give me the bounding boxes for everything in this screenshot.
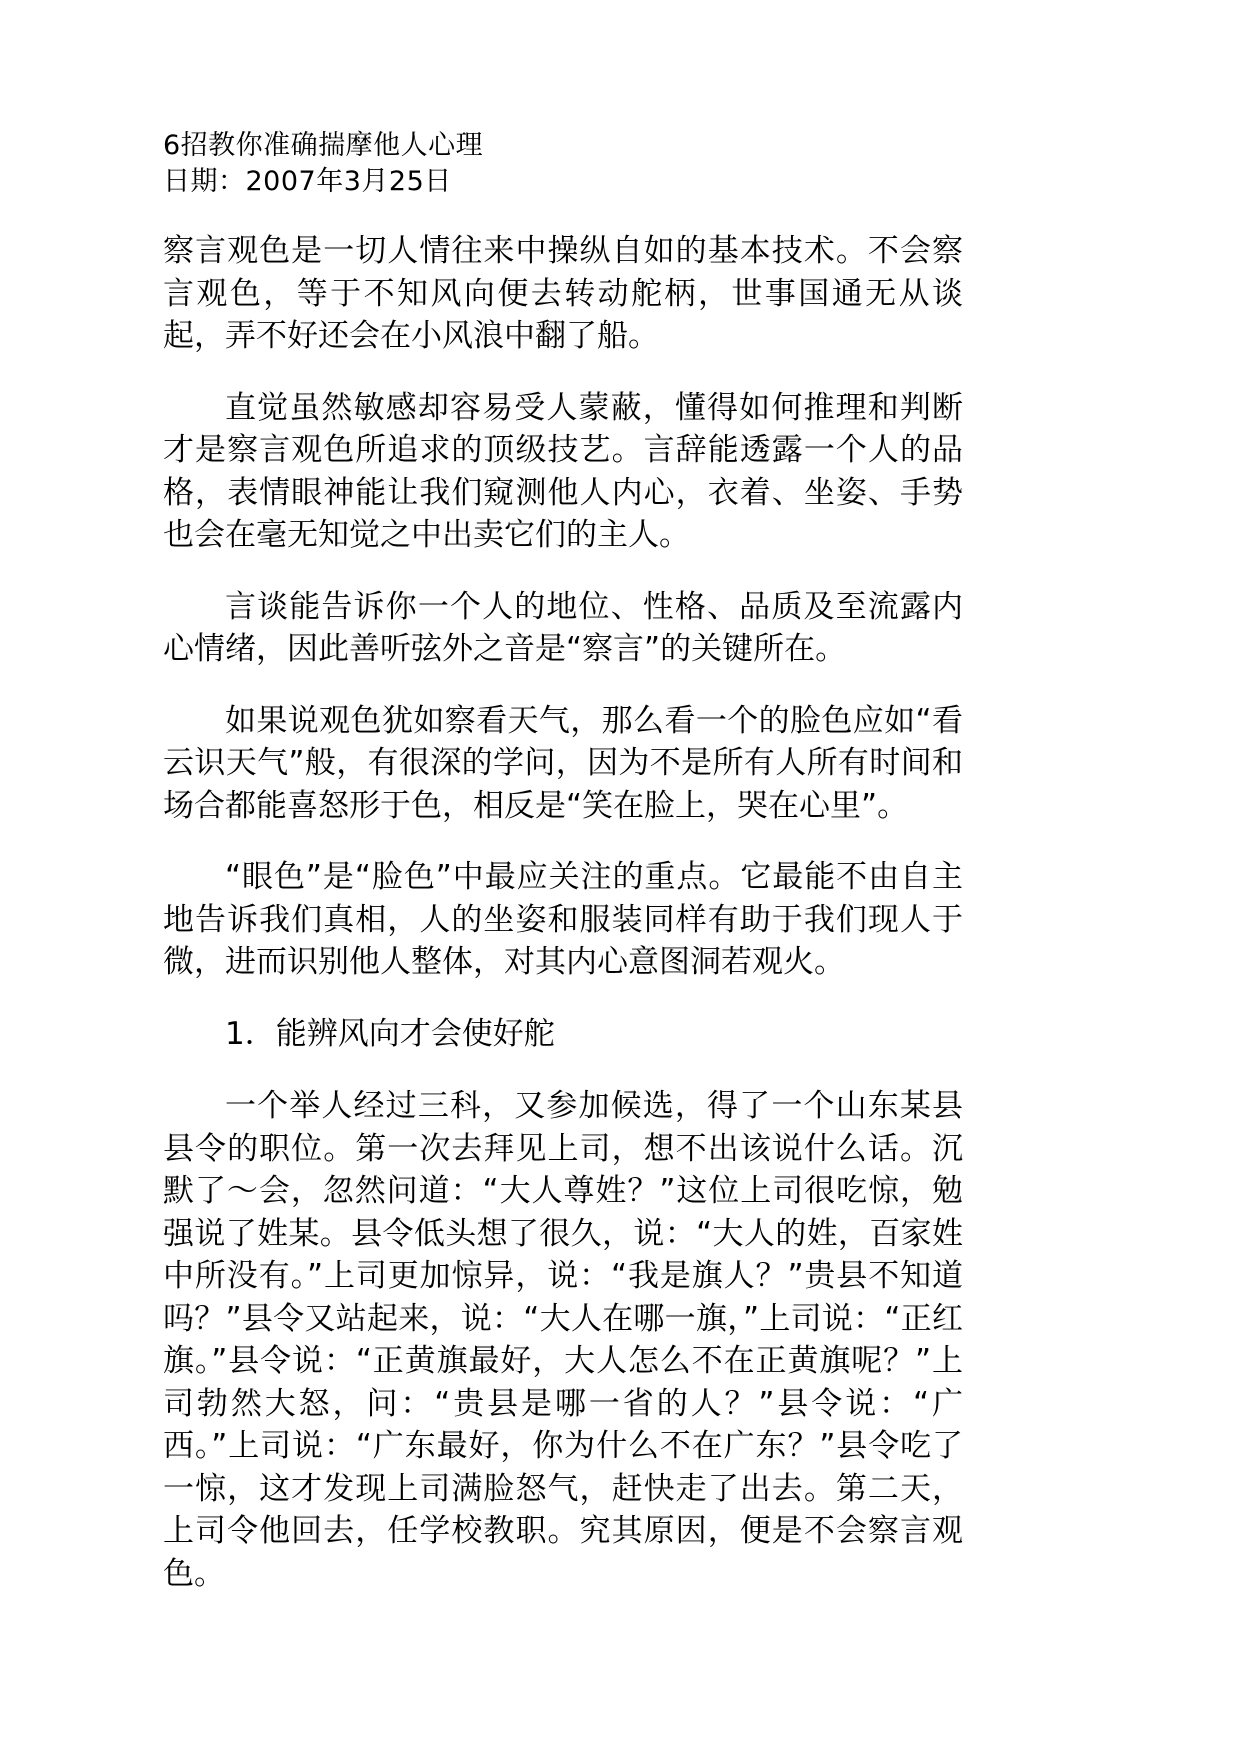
paragraph-story: 一个举人经过三科，又参加候选，得了一个山东某县县令的职位。第一次去拜见上司，想不出该说什么话。沉默了～会，忽然问道：“大人尊姓？”这位上司很吃惊，勉强说了姓某。县令低头想了很久，说：“大人的姓，百家姓中所没有。”上司更加惊异，说：“我是旗人？”贵县不知道吗？”县令又站起来，说：“大人在哪一旗，”上司说：“正红旗。”县令说：“正黄旗最好，大人怎么不在正黄旗呢？”上司勃然大怒，问：“贵县是哪一省的人？”县令说：“广西。”上司说：“广东最好，你为什么不在广东？”县令吃了一惊，这才发现上司满脸怒气，赶快走了出去。第二天，上司令他回去，任学校教职。究其原因，便是不会察言观色。 xyxy=(163,1088,963,1592)
document-content xyxy=(163,128,963,1595)
document-date: 日期：2007年3月25日 xyxy=(163,166,452,197)
paragraph-eye-color: “眼色”是“脸色”中最应关注的重点。它最能不由自主地告诉我们真相，人的坐姿和服装同样有助于我们现人于微，进而识别他人整体，对其内心意图洞若观火。 xyxy=(163,859,963,980)
paragraph-intro: 察言观色是一切人情往来中操纵自如的基本技术。不会察言观色，等于不知风向便去转动舵柄，世事国通无从谈起，弄不好还会在小风浪中翻了船。 xyxy=(163,233,963,354)
section-heading-1: 1．能辨风向才会使好舵 xyxy=(225,1015,555,1052)
paragraph-observing-color: 如果说观色犹如察看天气，那么看一个的脸色应如“看云识天气”般，有很深的学问，因为不是所有人所有时间和场合都能喜怒形于色，相反是“笑在脸上，哭在心里”。 xyxy=(163,702,963,824)
paragraph-speech: 言谈能告诉你一个人的地位、性格、品质及至流露内心情绪，因此善听弦外之音是“察言”的关键所在。 xyxy=(163,588,963,667)
paragraph-intuition: 直觉虽然敏感却容易受人蒙蔽，懂得如何推理和判断才是察言观色所追求的顶级技艺。言辞能透露一个人的品格，表情眼神能让我们窥测他人内心，衣着、坐姿、手势也会在毫无知觉之中出卖它们的主人。 xyxy=(163,389,963,553)
page-title: 6招教你准确揣摩他人心理 xyxy=(163,130,484,161)
